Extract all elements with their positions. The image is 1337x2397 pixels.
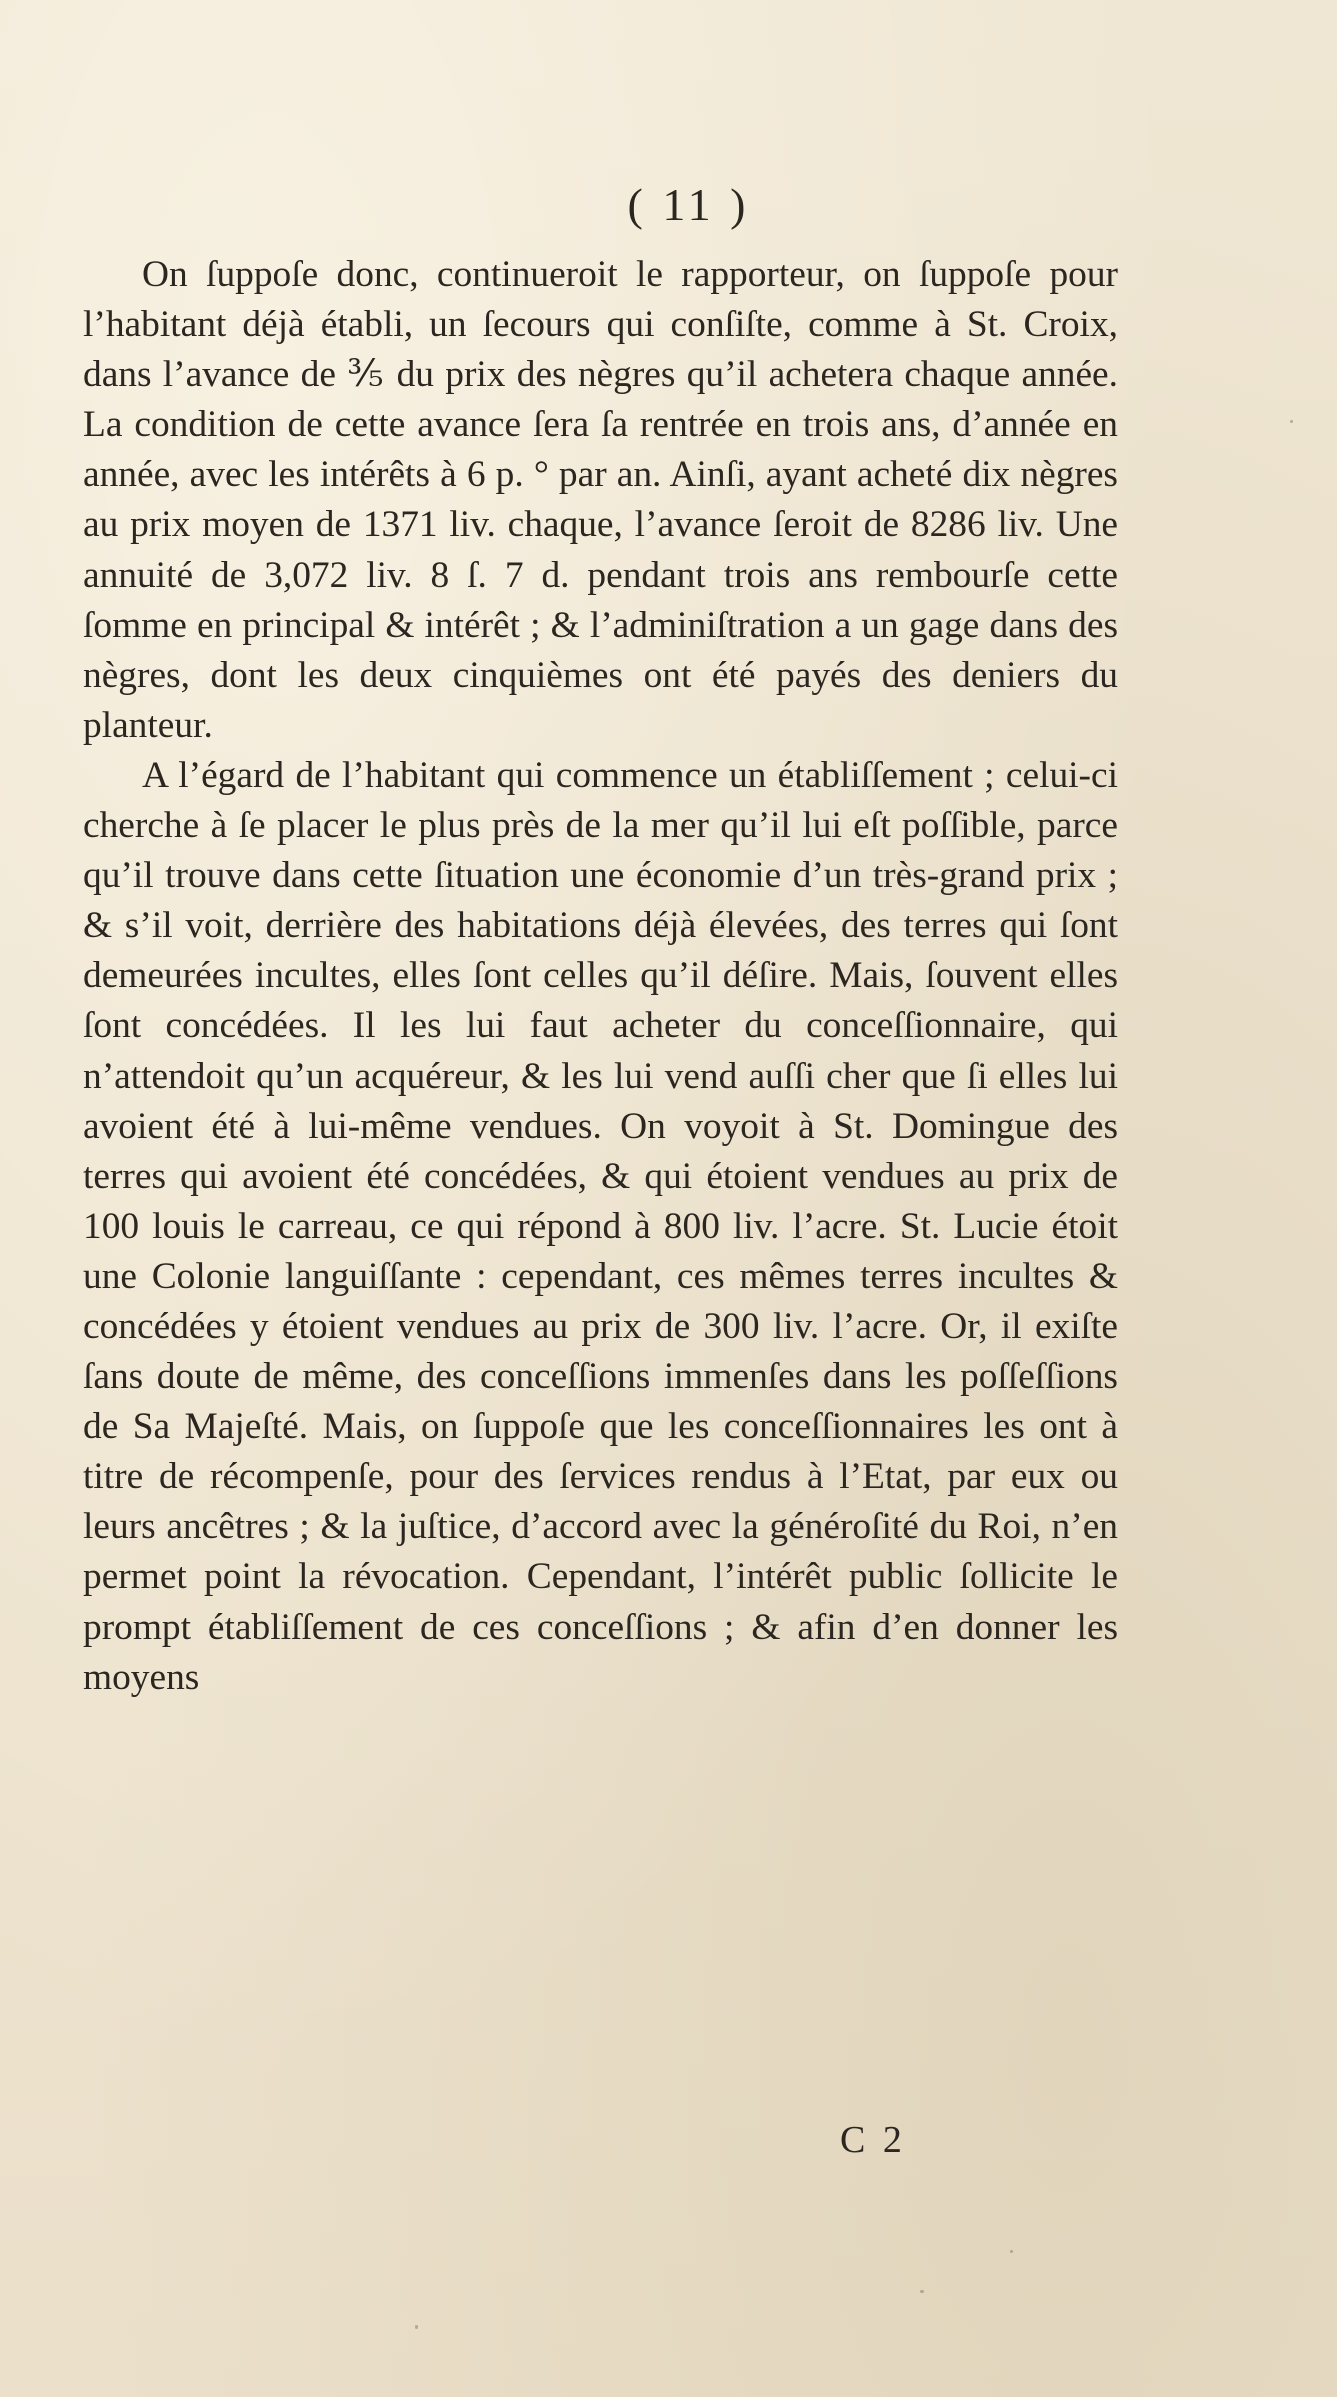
page-number-header: ( 11 ) (627, 179, 750, 230)
paragraph-1: On ſuppoſe donc, continueroit le rapporteur, on ſuppoſe pour l’habitant déjà établi, un ſecours qui conſiſte, comme à St. Croix, dans l’avance de ⅗ du prix des nègres qu’il achetera chaque année. La condition de cette avance ſera ſa rentrée en trois ans, d’année en année, avec les intérêts à 6 p. ° par an. Ainſi, ayant acheté dix nègres au prix moyen de 1371 liv. chaque, l’avance ſeroit de 8286 liv. Une annuité de 3,072 liv. 8 ſ. 7 d. pendant trois ans rembourſe cette ſomme en principal & intérêt ; & l’adminiſtration a un gage dans des nègres, dont les deux cinquièmes ont été payés des deniers du planteur. (83, 254, 1118, 746)
paper-speck (1010, 2250, 1013, 2253)
paper-speck (415, 2325, 418, 2329)
signature-mark: C 2 (840, 2119, 906, 2161)
paragraph-2: A l’égard de l’habitant qui commence un établiſſement ; celui-ci cherche à ſe placer le plus près de la mer qu’il lui eſt poſſible, parce qu’il trouve dans cette ſituation une économie d’un très-grand prix ; & s’il voit, derrière des habitations déjà élevées, des terres qui ſont demeurées incultes, elles ſont celles qu’il déſire. Mais, ſouvent elles ſont concédées. Il les lui faut acheter du conceſſionnaire, qui n’attendoit qu’un acquéreur, & les lui vend auſſi cher que ſi elles lui avoient été à lui-même vendues. On voyoit à St. Domingue des terres qui avoient été concédées, & qui étoient vendues au prix de 100 louis le carreau, ce qui répond à 800 liv. l’acre. St. Lucie étoit une Colonie languiſſante : cependant, ces mêmes terres incultes & concédées y étoient vendues au prix de 300 liv. l’acre. Or, il exiſte ſans doute de même, des conceſſions immenſes dans les poſſeſſions de Sa Majeſté. Mais, on ſuppoſe que les conceſſionnaires les ont à titre de récompenſe, pour des ſervices rendus à l’Etat, par eux ou leurs ancêtres ; & la juſtice, d’accord avec la généroſité du Roi, n’en permet point la révocation. Cependant, l’intérêt public ſollicite le prompt établiſſement de ces conceſſions ; & afin d’en donner les moyens (83, 754, 1118, 1698)
body-text (83, 250, 1118, 1703)
paper-speck (920, 2290, 924, 2293)
paper-speck (1290, 420, 1293, 423)
